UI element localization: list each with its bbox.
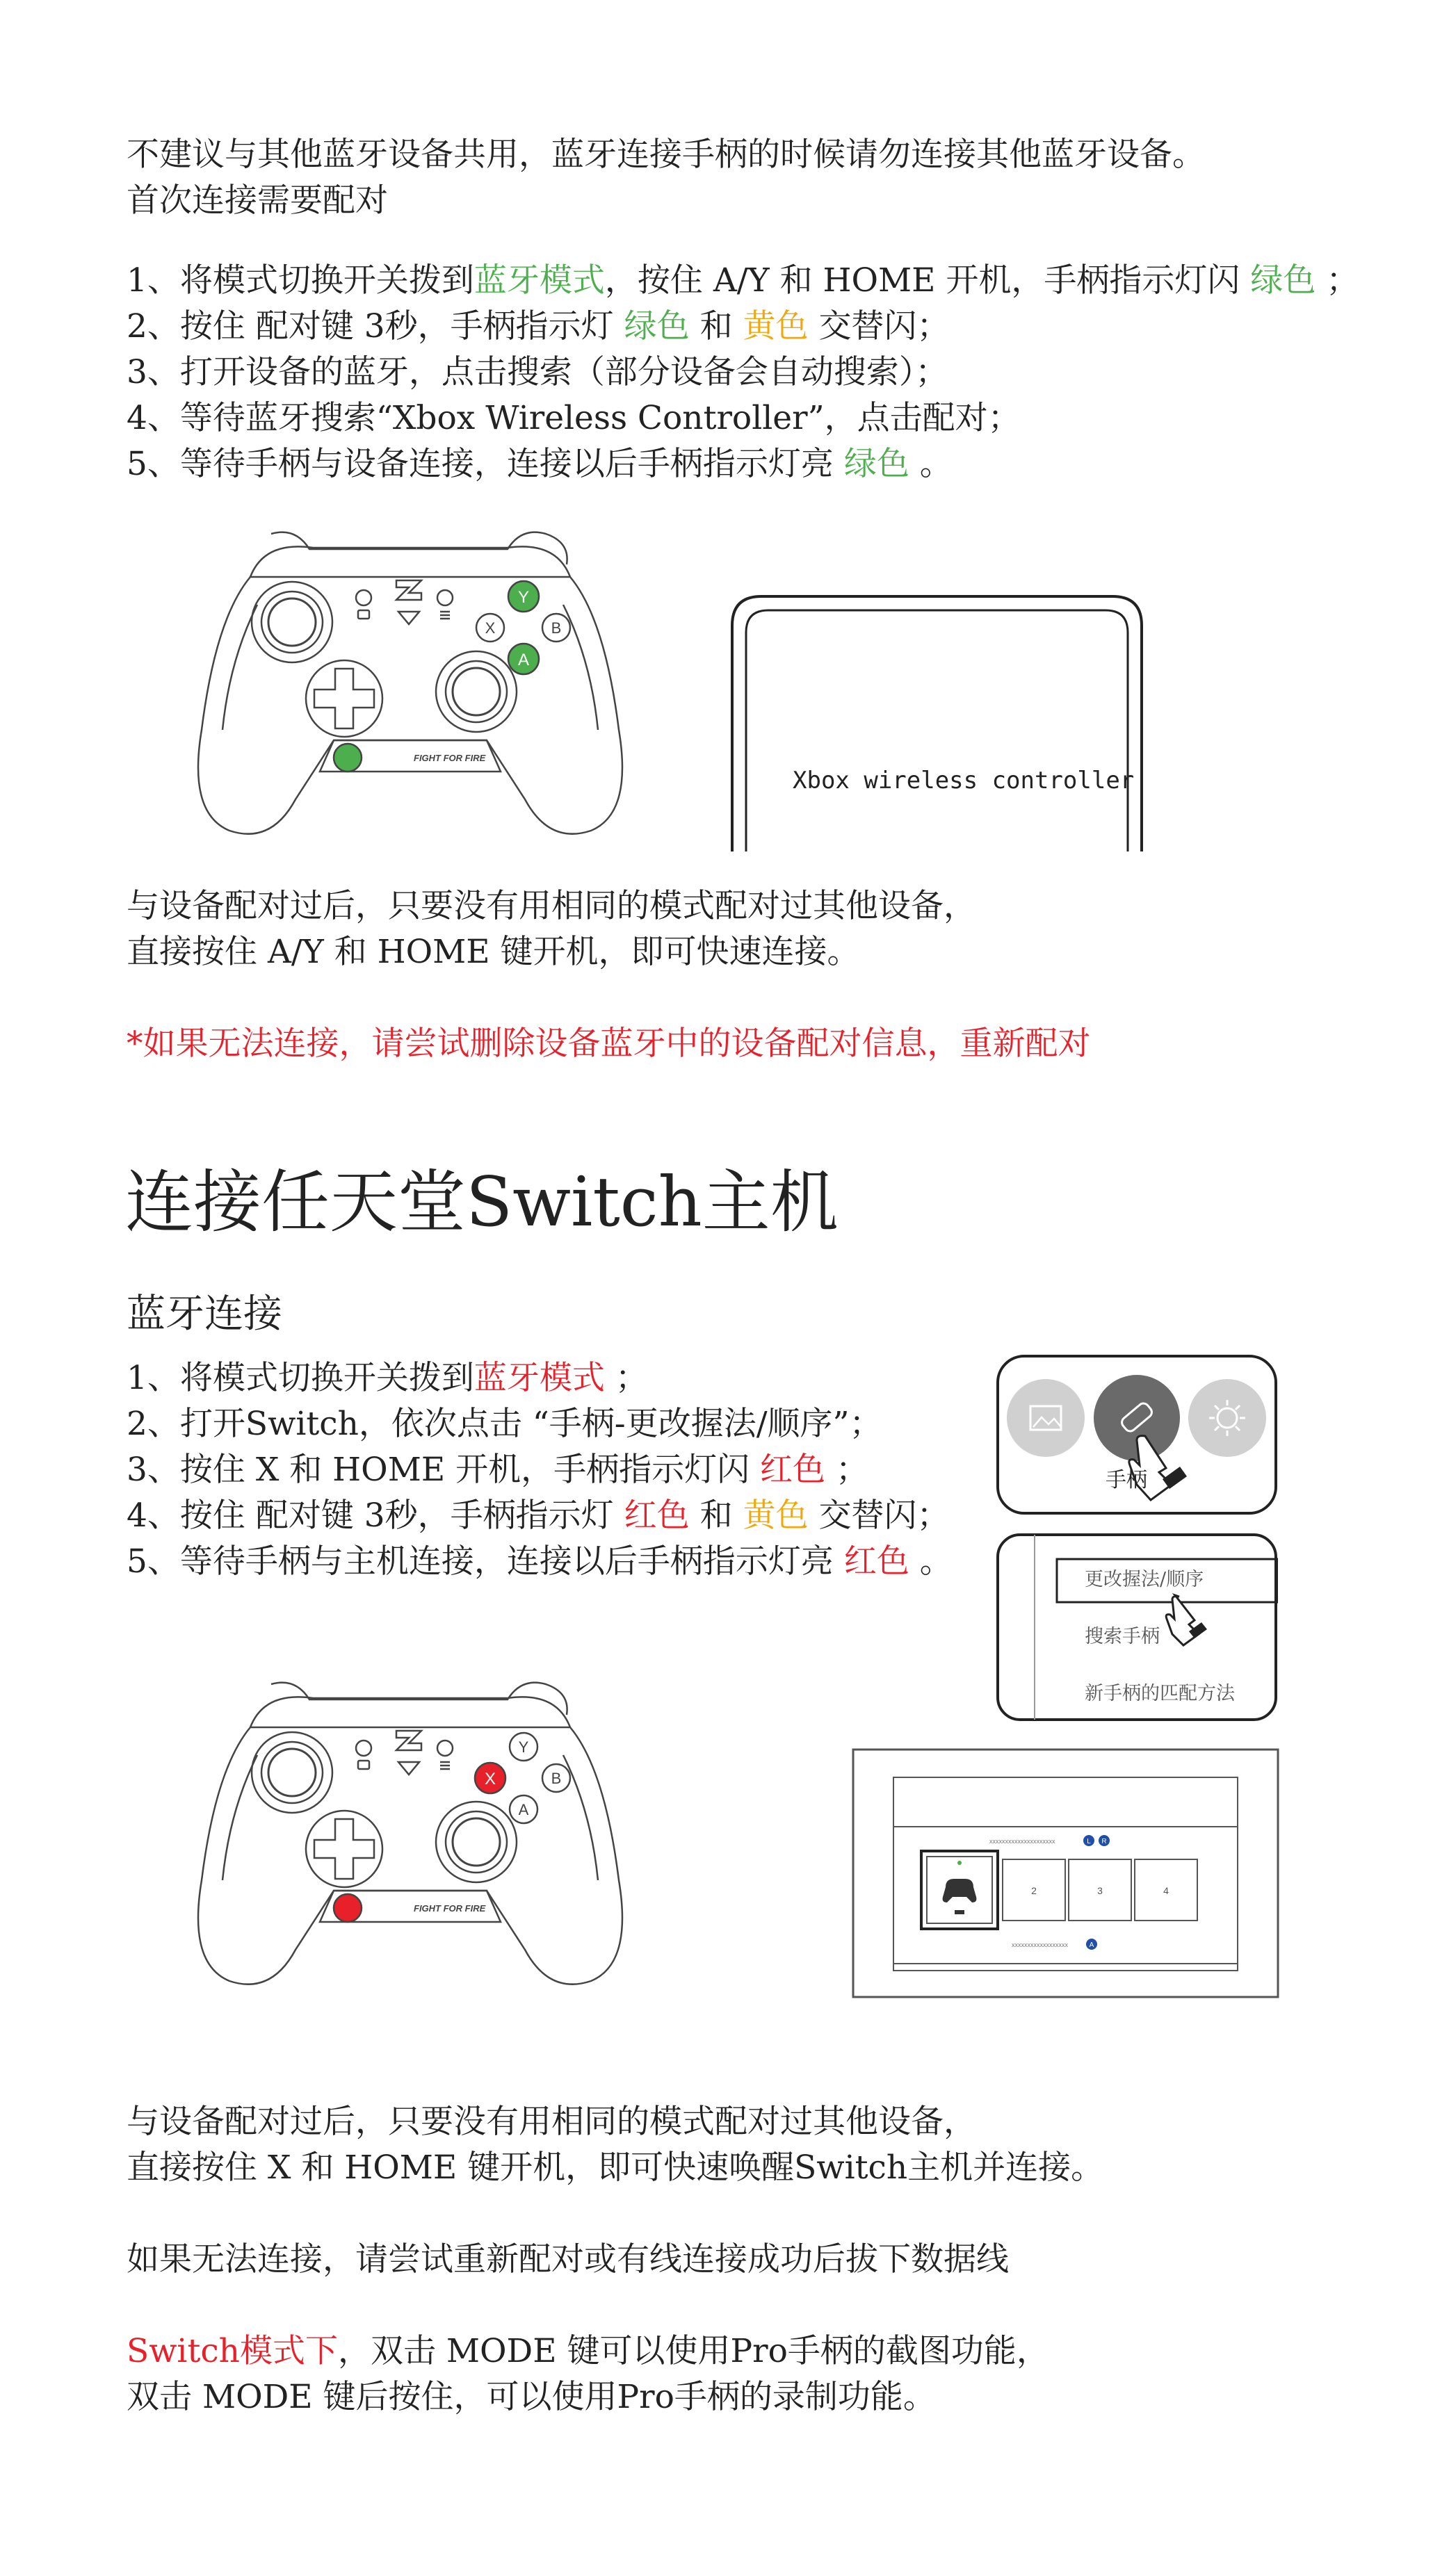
intro-line-1: 不建议与其他蓝牙设备共用，蓝牙连接手柄的时候请勿连接其他蓝牙设备。 <box>127 136 1205 174</box>
svg-text:A: A <box>518 1801 529 1818</box>
switch-after-line-2: 直接按住 X 和 HOME 键开机，即可快速唤醒Switch主机并连接。 <box>127 2149 1104 2187</box>
svg-text:X: X <box>484 1770 496 1788</box>
svg-text:FIGHT FOR FIRE: FIGHT FOR FIRE <box>414 753 486 763</box>
switch-after-line-5: 双击 MODE 键后按住，可以使用Pro手柄的录制功能。 <box>127 2378 936 2416</box>
menu-item-search-controller[interactable]: 搜索手柄 <box>1085 1626 1160 1647</box>
menu-item-pair-new[interactable]: 新手柄的匹配方法 <box>1085 1683 1235 1704</box>
after-pair-line-2: 直接按住 A/Y 和 HOME 键开机，即可快速连接。 <box>127 933 860 971</box>
svg-text:B: B <box>551 1770 562 1787</box>
controller-illustration-switch <box>174 1672 647 1998</box>
pair-button-lit-red <box>334 1894 362 1922</box>
svg-text:L: L <box>1087 1838 1091 1845</box>
intro-line-2: 首次连接需要配对 <box>127 181 388 220</box>
svg-text:FIGHT FOR FIRE: FIGHT FOR FIRE <box>414 1903 486 1914</box>
pair-button-lit <box>334 744 362 772</box>
switch-after-line-4: Switch模式下，双击 MODE 键可以使用Pro手柄的截图功能， <box>127 2332 1049 2370</box>
svg-text:R: R <box>1101 1838 1107 1845</box>
svg-text:X: X <box>485 619 496 637</box>
device-name-bluetooth[interactable]: Xbox wireless controller <box>793 767 1135 794</box>
bt-step-1: 1、将模式切换开关拨到蓝牙模式，按住 A/Y 和 HOME 开机，手柄指示灯闪 绿色 ； <box>127 261 1359 300</box>
svg-text:A: A <box>517 651 530 669</box>
phone-bluetooth-list <box>727 591 1151 851</box>
bt-step-2: 2、按住 配对键 3秒，手柄指示灯 绿色 和 黄色 交替闪； <box>127 307 950 345</box>
svg-text:4: 4 <box>1163 1885 1169 1896</box>
switch-section-title: 连接任天堂Switch主机 <box>125 1163 839 1242</box>
bt-step-4: 4、等待蓝牙搜索“Xbox Wireless Controller”，点击配对； <box>127 399 1021 437</box>
switch-step-2: 2、打开Switch，依次点击 “手柄-更改握法/顺序”； <box>127 1405 882 1443</box>
svg-text:A: A <box>1089 1941 1094 1949</box>
bt-step-5: 5、等待手柄与设备连接，连接以后手柄指示灯亮 绿色 。 <box>127 445 953 483</box>
svg-text:xxxxxxxxxxxxxxxxxxxxx: xxxxxxxxxxxxxxxxxxxxx <box>989 1838 1055 1845</box>
controller-illustration-bluetooth <box>174 521 647 848</box>
switch-step-1: 1、将模式切换开关拨到蓝牙模式 ； <box>127 1359 648 1397</box>
switch-step-3: 3、按住 X 和 HOME 开机，手柄指示灯闪 红色 ； <box>127 1451 868 1489</box>
svg-text:3: 3 <box>1097 1885 1103 1896</box>
switch-after-line-1: 与设备配对过后，只要没有用相同的模式配对过其他设备， <box>127 2103 976 2141</box>
warning-text: *如果无法连接，请尝试删除设备蓝牙中的设备配对信息，重新配对 <box>127 1025 1091 1063</box>
switch-step-4: 4、按住 配对键 3秒，手柄指示灯 红色 和 黄色 交替闪； <box>127 1497 950 1535</box>
svg-text:xxxxxxxxxxxxxxxxxx: xxxxxxxxxxxxxxxxxx <box>1012 1941 1068 1948</box>
svg-text:2: 2 <box>1031 1885 1037 1896</box>
bt-step-3: 3、打开设备的蓝牙，点击搜索（部分设备会自动搜索）； <box>127 353 948 391</box>
menu-item-change-grip[interactable]: 更改握法/顺序 <box>1085 1569 1204 1590</box>
switch-pairing-screen <box>852 1748 1279 1998</box>
switch-section-subtitle: 蓝牙连接 <box>127 1291 282 1337</box>
switch-after-line-3: 如果无法连接，请尝试重新配对或有线连接成功后拔下数据线 <box>127 2240 1009 2279</box>
svg-text:Y: Y <box>517 588 530 607</box>
switch-step-5: 5、等待手柄与主机连接，连接以后手柄指示灯亮 红色 。 <box>127 1542 953 1581</box>
after-pair-line-1: 与设备配对过后，只要没有用相同的模式配对过其他设备， <box>127 887 976 925</box>
svg-text:Y: Y <box>518 1738 529 1756</box>
svg-text:B: B <box>551 619 562 637</box>
controllers-menu-label[interactable]: 手柄 <box>1106 1468 1147 1492</box>
